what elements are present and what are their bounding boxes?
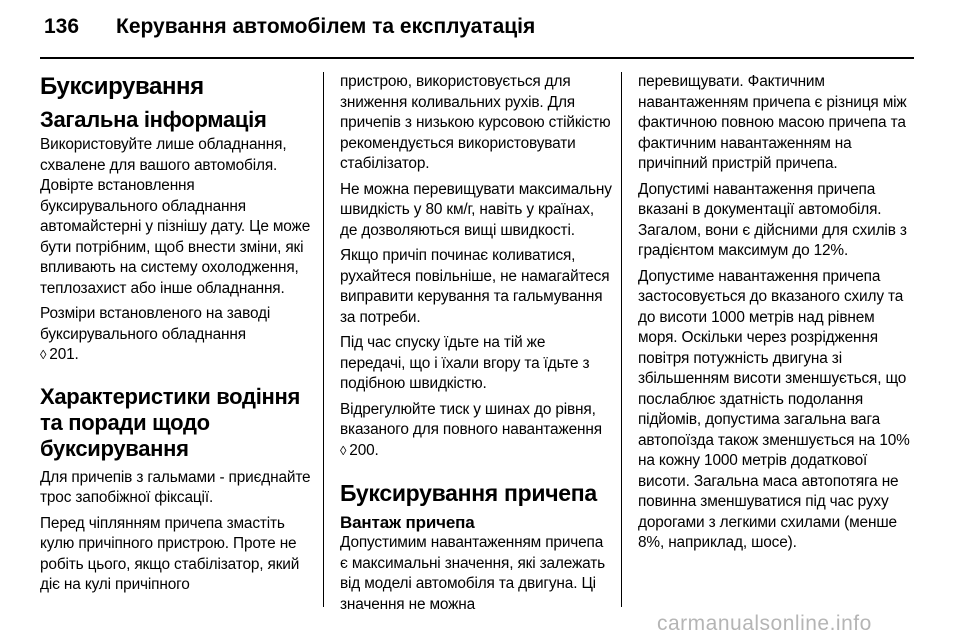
paragraph-text: Відрегулюйте тиск у шинах до рівня, вказаного для повного навантаження	[340, 400, 602, 438]
paragraph: перевищувати. Фактичним навантаженням причепа є різниця між фактичною повною масою причепа та фактичним навантаженням на причіпний пристрій причепа.	[638, 73, 907, 172]
page-reference-arrow-icon: ◊	[340, 442, 347, 458]
header-rule	[40, 57, 914, 59]
page-header	[44, 11, 914, 51]
column-2	[340, 72, 612, 620]
column-3	[638, 72, 916, 559]
paragraph: Допустиме навантаження причепа застосовується до вказаного схилу та до висоти 1000 метрів над рівнем моря. Оскільки через розрідження повітря потужність двигуна зі збільшенням висоти зменшується, що послаблює здатність подолання підйомів, допустима загальна вага автопоїзда також зменшується на 10% на кожну 1000 метрів додаткової висоти. Загальна маса автопотяга не повинна зменшуватися під час руху дорогами з легкими схилами (менше 8%, наприклад, шосе).	[638, 267, 910, 551]
page-reference-link[interactable]: 200.	[349, 441, 379, 459]
column-divider	[323, 72, 324, 607]
page-reference-arrow-icon: ◊	[40, 347, 47, 362]
paragraph-with-reference	[340, 400, 612, 462]
column-1	[40, 72, 312, 601]
paragraph: Перед чіплянням причепа змастіть кулю причіпного пристрою. Проте не робіть цього, якщо стабілізатор, який діє на кулі причіпного	[40, 514, 300, 593]
paragraph: Використовуйте лише обладнання, схвалене для вашого автомобіля. Довірте встановлення буксирувального обладнання автомайстерні у пізнішу дату. Це може бути потрібним, щоб внести зміни, які впливають на систему охолодження, теплозахист або інше обладнання.	[40, 136, 311, 297]
watermark: carmanualsonline.info	[657, 612, 872, 635]
column-divider	[621, 72, 622, 607]
subheading-trailer-load: Вантаж причепа	[340, 513, 475, 532]
running-title: Керування автомобілем та експлуатація	[116, 15, 536, 38]
paragraph: Не можна перевищувати максимальну швидкість у 80 км/г, навіть у країнах, де дозволяються вищі швидкості.	[340, 180, 612, 239]
paragraph: Допустимі навантаження причепа вказані в документації автомобіля. Загалом, вони є дійсними для схилів з градієнтом максимум до 12%.	[638, 180, 907, 259]
section-heading-towing: Буксирування	[40, 73, 204, 100]
paragraph: Під час спуску їдьте на тій же передачі, що і їхали вгору та їдьте з подібною швидкістю.	[340, 334, 590, 392]
paragraph-with-reference	[40, 304, 312, 366]
paragraph: пристрою, використовується для зниження коливальних рухів. Для причепів з низькою курсовою стійкістю рекомендується використовувати стабілізатор.	[340, 73, 611, 172]
paragraph: Якщо причіп починає коливатися, рухайтеся повільніше, не намагайтеся виправити керування та гальмування за потреби.	[340, 247, 610, 326]
paragraph: Для причепів з гальмами - приєднайте трос запобіжної фіксації.	[40, 468, 311, 506]
page-reference-link[interactable]: 201.	[49, 346, 79, 363]
subheading-general-info: Загальна інформація	[40, 107, 267, 132]
page-number: 136	[44, 15, 80, 38]
subheading-trailer-towing: Буксирування причепа	[340, 480, 597, 506]
paragraph-text: Розміри встановленого на заводі буксирувального обладнання	[40, 305, 271, 343]
paragraph: Допустимим навантаженням причепа є максимальні значення, які залежать від моделі автомобіля та двигуна. Ці значення не можна	[340, 534, 605, 613]
subheading-driving-tips: Характеристики водіння та поради щодо буксирування	[40, 383, 301, 461]
